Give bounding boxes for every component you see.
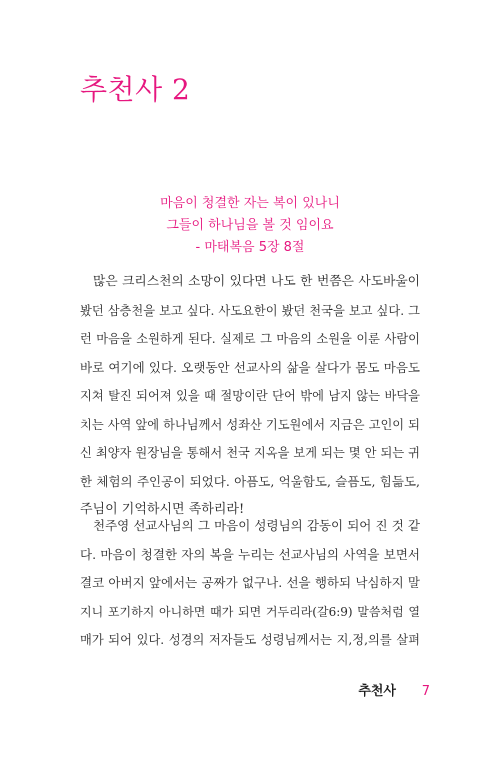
epigraph-citation: - 마태복음 5장 8절 bbox=[195, 240, 305, 255]
paragraph-line: 바로 여기에 있다. 오랫동안 선교사의 삶을 살다가 몸도 마음도 bbox=[80, 359, 420, 375]
body-paragraph-1 bbox=[80, 268, 420, 525]
paragraph-line: 봤던 삼층천을 보고 싶다. 사도요한이 봤던 천국을 보고 싶다. 그 bbox=[80, 303, 420, 318]
epigraph-line: 그들이 하나님을 볼 것 임이요 bbox=[166, 218, 334, 233]
paragraph-line: 많은 크리스천의 소망이 있다면 나도 한 번쯤은 사도바울이 bbox=[93, 274, 420, 289]
page-footer bbox=[0, 682, 500, 702]
paragraph-line: 천주영 선교사님의 그 마음이 성령님의 감동이 되어 진 것 같 bbox=[93, 518, 420, 533]
paragraph-line: 한 체험의 주인공이 되었다. 아픔도, 억울함도, 슬픔도, 힘듦도, bbox=[80, 473, 420, 489]
paragraph-line: 지쳐 탈진 되어져 있을 때 절망이란 단어 밖에 남지 않는 바닥을 bbox=[80, 389, 420, 403]
page-number: 7 bbox=[421, 684, 430, 699]
paragraph-line: 매가 되어 있다. 성경의 저자들도 성령님께서는 지,정,의를 살펴 bbox=[80, 633, 420, 647]
paragraph-line: 결코 아버지 앞에서는 공짜가 없구나. 선을 행하되 낙심하지 말 bbox=[80, 575, 420, 590]
paragraph-line: 주님이 기억하시면 족하리라! bbox=[80, 502, 245, 517]
running-footer-section: 추천사 bbox=[358, 684, 396, 699]
paragraph-line: 다. 마음이 청결한 자의 복을 누리는 선교사님의 사역을 보면서 bbox=[80, 546, 420, 562]
paragraph-line: 런 마음을 소원하게 된다. 실제로 그 마음의 소원을 이룬 사람이 bbox=[80, 332, 420, 346]
body-paragraph-2 bbox=[80, 512, 420, 655]
epigraph bbox=[80, 193, 420, 259]
epigraph-line: 마음이 청결한 자는 복이 있나니 bbox=[160, 196, 340, 211]
paragraph-line: 신 최양자 원장님을 통해서 천국 지옥을 보게 되는 몇 안 되는 귀 bbox=[80, 446, 420, 460]
page-title: 추천사 2 bbox=[80, 73, 191, 106]
paragraph-line: 치는 사역 앞에 하나님께서 성좌산 기도원에서 지금은 고인이 되 bbox=[80, 417, 420, 432]
paragraph-line: 지니 포기하지 아니하면 때가 되면 거두리라(갈6:9) 말씀처럼 열 bbox=[80, 604, 420, 619]
